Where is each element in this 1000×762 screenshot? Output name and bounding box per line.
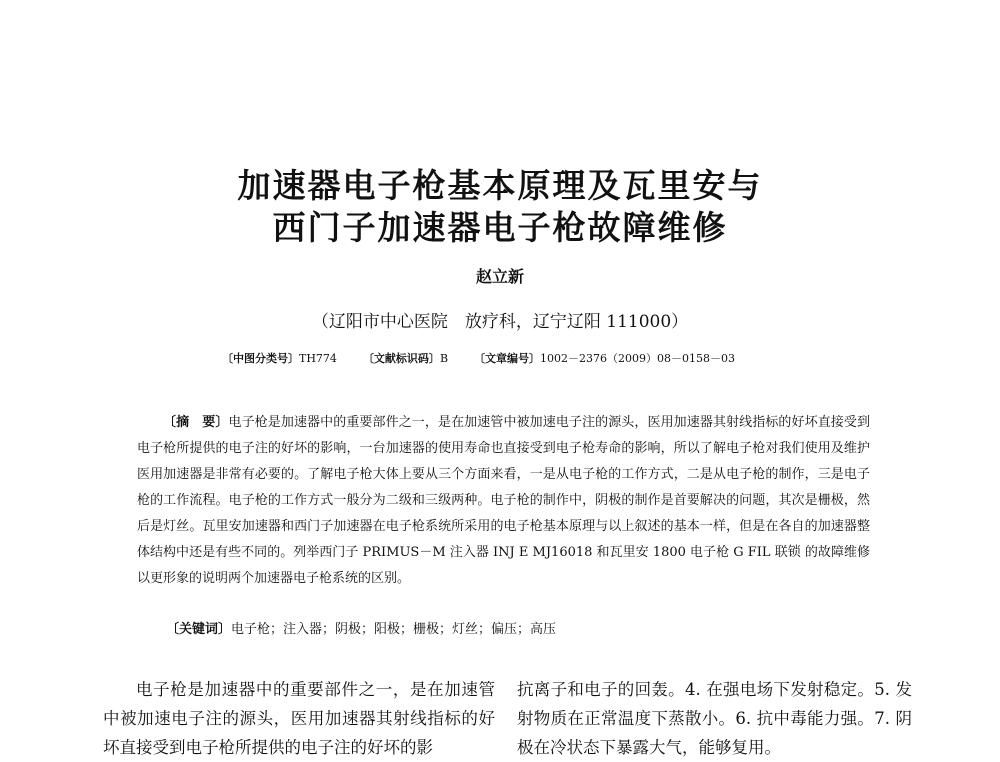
doc-code-label: 〔文献标识码〕 — [362, 352, 440, 365]
article-no-label: 〔文章编号〕 — [474, 352, 541, 365]
classification-line — [222, 350, 735, 366]
paper-title-line-1: 加速器电子枪基本原理及瓦里安与 — [237, 166, 763, 205]
paper-title-line-2: 西门子加速器电子枪故障维修 — [272, 208, 728, 247]
article-no-value: 1002－2376（2009）08－0158－03 — [540, 352, 736, 365]
body-right-column: 抗离子和电子的回轰。4. 在强电场下发射稳定。5. 发射物质在正常温度下蒸散小。6. 抗中毒能力强。7. 阴极在冷状态下暴露大气，能够复用。 — [517, 680, 912, 757]
keywords-text: 电子枪；注入器；阴极；阳极；栅极；灯丝；偏压；高压 — [231, 622, 557, 637]
author-name: 赵立新 — [475, 267, 524, 286]
author-affiliation: （辽阳市中心医院 放疗科，辽宁辽阳 111000） — [311, 312, 689, 332]
abstract — [137, 410, 870, 592]
doc-code-value: B — [439, 352, 449, 365]
body-left-column: 电子枪是加速器中的重要部件之一，是在加速管中被加速电子注的源头，医用加速器其射线指标的好坏直接受到电子枪所提供的电子注的好坏的影 — [103, 680, 495, 757]
clc-value: TH774 — [299, 352, 337, 365]
abstract-label: 〔摘 要〕 — [163, 415, 229, 430]
keywords-label: 〔关键词〕 — [166, 622, 232, 637]
keywords — [166, 618, 556, 637]
abstract-text: 电子枪是加速器中的重要部件之一，是在加速管中被加速电子注的源头，医用加速器其射线指标的好坏直接受到电子枪所提供的电子注的好坏的影响，一台加速器的使用寿命也直接受到电子枪寿命的影响，所以了解电子枪对我们使用及维护医用加速器是非常有必要的。了解电子枪大体上要从三个方面来看，一是从电子枪的工作方式，二是从电子枪的制作，三是电子枪的工作流程。电子枪的工作方式一般分为二级和三级两种。电子枪的制作中，阴极的制作是首要解决的问题，其次是栅极，然后是灯丝。瓦里安加速器和西门子加速器在电子枪系统所采用的电子枪基本原理与以上叙述的基本一样，但是在各自的加速器整体结构中还是有些不同的。列举西门子 PRIMUS－M 注入器 INJ E MJ16018 和瓦里安 1800 电子枪 G FIL 联锁 的故障维修以更形象的说明两个加速器电子枪系统的区别。 — [137, 415, 870, 586]
clc-label: 〔中图分类号〕 — [222, 352, 299, 365]
